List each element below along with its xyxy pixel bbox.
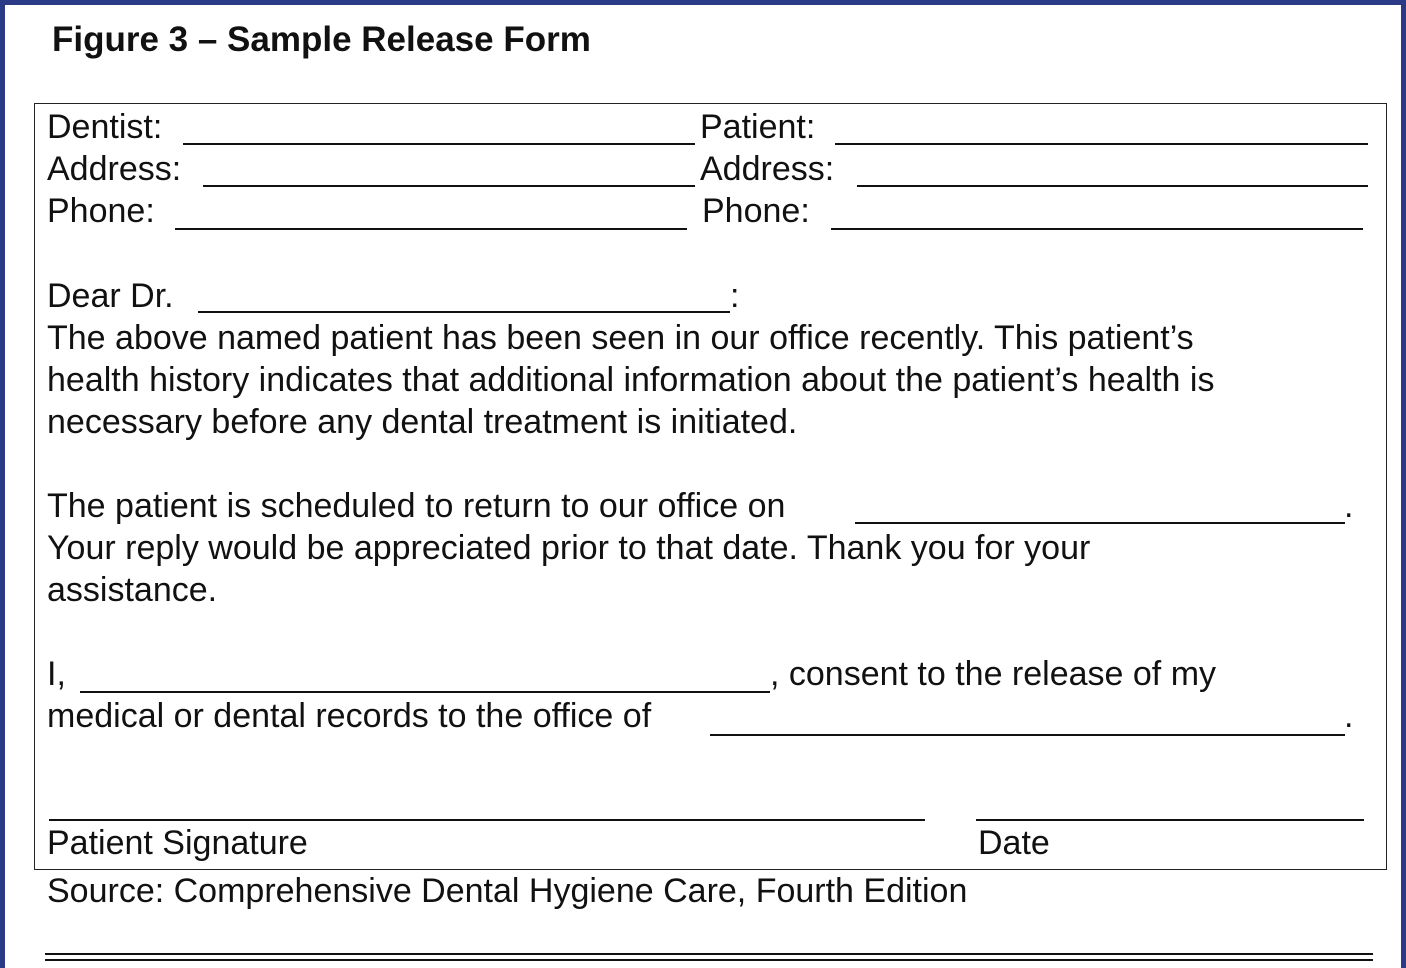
doctor-name-line[interactable] xyxy=(198,311,730,313)
paragraph-1-line-1: The above named patient has been seen in our office recently. This patient’s xyxy=(47,319,1194,357)
return-date-line[interactable] xyxy=(855,522,1345,524)
consent-suffix: , consent to the release of my xyxy=(770,655,1217,693)
return-date-period: . xyxy=(1344,487,1354,525)
bottom-rule-1 xyxy=(45,953,1373,955)
dentist-name-line[interactable] xyxy=(183,143,695,145)
dentist-label: Dentist: xyxy=(47,108,163,146)
paragraph-2-line-2: Your reply would be appreciated prior to that date. Thank you for your xyxy=(47,529,1091,567)
dentist-address-label: Address: xyxy=(47,150,182,188)
date-label: Date xyxy=(978,824,1050,862)
figure-title: Figure 3 – Sample Release Form xyxy=(52,20,591,59)
patient-phone-line[interactable] xyxy=(831,228,1363,230)
salutation: Dear Dr. xyxy=(47,277,174,315)
bottom-rule-2 xyxy=(45,959,1373,961)
source-citation: Source: Comprehensive Dental Hygiene Care, Fourth Edition xyxy=(47,872,968,910)
paragraph-1-line-3: necessary before any dental treatment is initiated. xyxy=(47,403,798,441)
salutation-colon: : xyxy=(730,277,740,315)
dentist-phone-line[interactable] xyxy=(175,228,687,230)
patient-signature-line[interactable] xyxy=(49,819,925,821)
patient-signature-label: Patient Signature xyxy=(47,824,308,862)
consent-line-2: medical or dental records to the office of xyxy=(47,697,652,735)
paragraph-2-line-3: assistance. xyxy=(47,571,218,609)
patient-address-line[interactable] xyxy=(857,185,1368,187)
records-office-line[interactable] xyxy=(710,734,1345,736)
consent-period: . xyxy=(1344,697,1354,735)
patient-name-line[interactable] xyxy=(835,143,1368,145)
consent-prefix: I, xyxy=(47,655,66,693)
dentist-address-line[interactable] xyxy=(203,185,695,187)
patient-address-label: Address: xyxy=(700,150,835,188)
paragraph-2-line-1: The patient is scheduled to return to our office on xyxy=(47,487,786,525)
patient-phone-label: Phone: xyxy=(702,192,810,230)
patient-label: Patient: xyxy=(700,108,816,146)
date-line[interactable] xyxy=(976,819,1364,821)
paragraph-1-line-2: health history indicates that additional information about the patient’s health is xyxy=(47,361,1215,399)
consent-name-line[interactable] xyxy=(80,691,770,693)
dentist-phone-label: Phone: xyxy=(47,192,155,230)
